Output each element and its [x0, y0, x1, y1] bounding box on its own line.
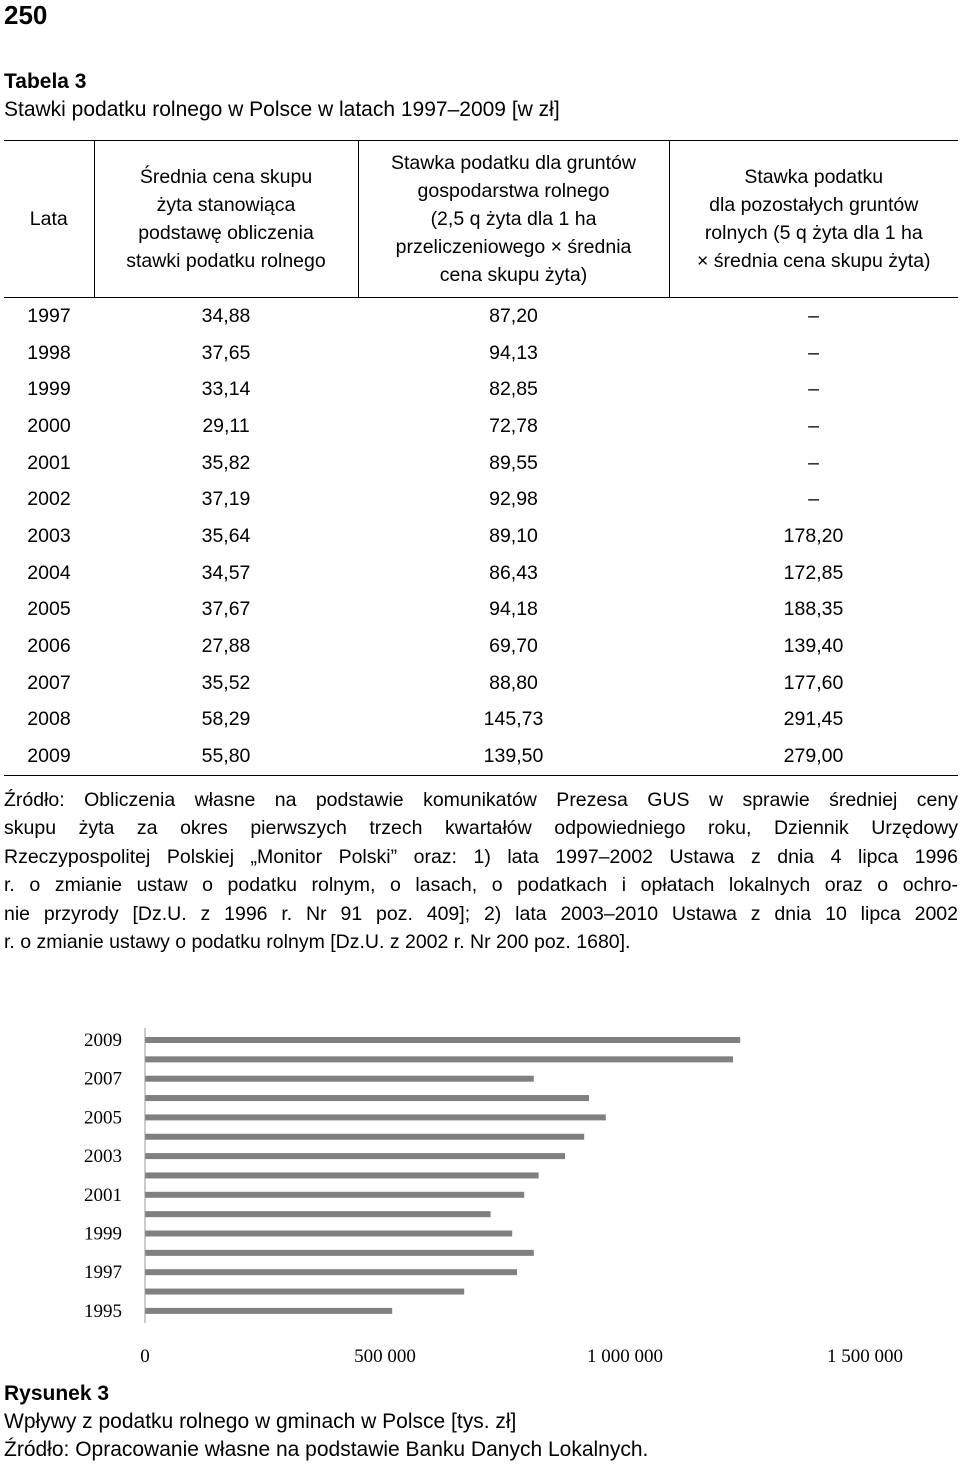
cell-farm-rate: 94,18: [489, 598, 538, 621]
cell-year: 2005: [27, 598, 71, 621]
cell-year: 2009: [4, 738, 94, 775]
table-source-note: [4, 786, 958, 956]
bar-1995: [145, 1308, 392, 1314]
source-line: r. o zmianie ustaw o podatku rolnym, o lasach, o podatkach i opłatach lokalnych oraz o ochro-: [4, 874, 958, 897]
x-tick-label: 1 000 000: [587, 1346, 663, 1367]
figure-source: Źródło: Opracowanie własne na podstawie Banku Danych Lokalnych.: [4, 1438, 649, 1461]
cell-other-rate: –: [808, 378, 819, 401]
cell-average-price: 34,57: [201, 561, 251, 584]
cell-year: 2001: [27, 451, 71, 474]
cell-average-price: 33,14: [201, 378, 251, 401]
cell-year: 1997: [27, 304, 71, 327]
bar-1997: [145, 1269, 517, 1275]
cell-farm-rate: 94,13: [489, 341, 538, 364]
header-average-price: Średnia cena skupu żyta stanowiąca podstawę obliczenia stawki podatku rolnego: [94, 141, 358, 298]
chart-y-tick-labels: [84, 1030, 122, 1322]
header-years: Lata: [4, 141, 94, 298]
cell-farm-rate: 92,98: [489, 488, 538, 511]
tax-rates-table: [4, 140, 958, 776]
cell-other-rate: 172,85: [783, 561, 844, 584]
bar-1996: [145, 1289, 464, 1295]
bar-2007: [145, 1076, 534, 1082]
table-row: [4, 518, 958, 555]
figure-title: Wpływy z podatku rolnego w gminach w Polsce [tys. zł]: [4, 1410, 517, 1433]
table-row: [4, 445, 958, 482]
cell-average-price: 55,80: [94, 738, 358, 775]
cell-year: 2007: [27, 671, 71, 694]
y-tick-label: 1999: [84, 1223, 122, 1245]
bar-2001: [145, 1192, 524, 1198]
y-tick-label: 2007: [84, 1068, 122, 1090]
bar-2003: [145, 1153, 565, 1159]
cell-other-rate: 188,35: [783, 598, 844, 621]
cell-year: 2003: [27, 524, 71, 547]
header-other-rate: Stawka podatku dla pozostałych gruntów rolnych (5 q żyta dla 1 ha × średnia cena skupu żyta): [669, 141, 958, 298]
cell-average-price: 35,82: [201, 451, 251, 474]
tax-revenue-bar-chart: [0, 1020, 960, 1370]
source-line: Rzeczypospolitej Polskiej „Monitor Polski” oraz: 1) lata 1997–2002 Ustawa z dnia 4 lipca 1996: [4, 845, 958, 868]
bar-2009: [145, 1037, 740, 1043]
chart-x-tick-labels: [140, 1346, 903, 1367]
cell-other-rate: –: [808, 341, 819, 364]
cell-farm-rate: 86,43: [489, 561, 538, 584]
cell-other-rate: –: [808, 488, 819, 511]
cell-farm-rate: 88,80: [489, 671, 538, 694]
cell-year: 2006: [27, 635, 71, 658]
source-line: skupu żyta za okres pierwszych trzech kwartałów odpowiedniego roku, Dziennik Urzędowy: [4, 817, 958, 840]
cell-other-rate: –: [808, 451, 819, 474]
bar-2002: [145, 1172, 539, 1178]
cell-farm-rate: 145,73: [483, 708, 544, 731]
source-line: nie przyrody [Dz.U. z 1996 r. Nr 91 poz. 409]; 2) lata 2003–2010 Ustawa z dnia 10 lipca 2002: [4, 902, 958, 925]
cell-other-rate: –: [808, 304, 819, 327]
table-row: [4, 555, 958, 592]
table-row: [4, 481, 958, 518]
cell-year: 2004: [27, 561, 71, 584]
cell-farm-rate: 87,20: [489, 304, 538, 327]
cell-other-rate: 178,20: [783, 524, 844, 547]
y-tick-label: 1995: [84, 1300, 122, 1322]
cell-other-rate: 279,00: [669, 738, 958, 775]
table-body: [4, 298, 958, 776]
cell-average-price: 27,88: [201, 635, 251, 658]
cell-average-price: 37,67: [201, 598, 251, 621]
x-tick-label: 500 000: [354, 1346, 416, 1367]
table-row: [4, 702, 958, 739]
cell-other-rate: 139,40: [783, 635, 844, 658]
cell-farm-rate: 89,10: [489, 524, 538, 547]
page-number: 250: [4, 0, 48, 30]
bar-1998: [145, 1250, 534, 1256]
table-row: [4, 371, 958, 408]
table-title: Stawki podatku rolnego w Polsce w latach 1997–2009 [w zł]: [4, 98, 560, 121]
bar-2005: [145, 1114, 606, 1120]
x-tick-label: 1 500 000: [827, 1346, 903, 1367]
figure-label: Rysunek 3: [4, 1382, 110, 1405]
cell-other-rate: 177,60: [783, 671, 844, 694]
chart-bars: [145, 1037, 740, 1314]
bar-1999: [145, 1231, 512, 1237]
cell-average-price: 35,52: [201, 671, 251, 694]
cell-farm-rate: 69,70: [489, 635, 538, 658]
cell-year: 2008: [27, 708, 71, 731]
table-row: [4, 592, 958, 629]
cell-average-price: 34,88: [201, 304, 251, 327]
y-tick-label: 2003: [84, 1146, 122, 1168]
table-label: Tabela 3: [4, 70, 87, 93]
table-row: [4, 738, 958, 775]
cell-other-rate: –: [808, 414, 819, 437]
bar-2008: [145, 1056, 733, 1062]
table-row: [4, 665, 958, 702]
cell-average-price: 37,65: [201, 341, 251, 364]
bar-2006: [145, 1095, 589, 1101]
table-row: [4, 335, 958, 372]
y-tick-label: 2005: [84, 1107, 122, 1129]
header-farm-rate: Stawka podatku dla gruntów gospodarstwa rolnego (2,5 q żyta dla 1 ha przeliczeniowego × średnia cena skupu żyta): [358, 141, 669, 298]
cell-average-price: 29,11: [202, 414, 250, 437]
table-row: [4, 298, 958, 335]
source-line: r. o zmianie ustawy o podatku rolnym [Dz.U. z 2002 r. Nr 200 poz. 1680].: [4, 931, 631, 954]
table-row: [4, 408, 958, 445]
table-header-row: [4, 141, 958, 298]
source-line: Źródło: Obliczenia własne na podstawie komunikatów Prezesa GUS w sprawie średniej ceny: [4, 789, 958, 811]
cell-average-price: 37,19: [201, 488, 251, 511]
cell-farm-rate: 139,50: [358, 738, 669, 775]
x-tick-label: 0: [140, 1346, 150, 1367]
cell-year: 2002: [27, 488, 71, 511]
y-tick-label: 2009: [84, 1030, 122, 1051]
cell-average-price: 58,29: [201, 708, 251, 731]
bar-2000: [145, 1211, 491, 1217]
cell-farm-rate: 82,85: [489, 378, 538, 401]
bar-2004: [145, 1134, 584, 1140]
cell-farm-rate: 89,55: [489, 451, 538, 474]
cell-average-price: 35,64: [201, 524, 251, 547]
y-tick-label: 1997: [84, 1262, 122, 1284]
y-tick-label: 2001: [84, 1184, 122, 1206]
cell-other-rate: 291,45: [783, 708, 844, 731]
cell-year: 1999: [27, 378, 71, 401]
table-row: [4, 628, 958, 665]
cell-year: 2000: [27, 414, 71, 437]
cell-year: 1998: [27, 341, 71, 364]
cell-farm-rate: 72,78: [489, 414, 538, 437]
